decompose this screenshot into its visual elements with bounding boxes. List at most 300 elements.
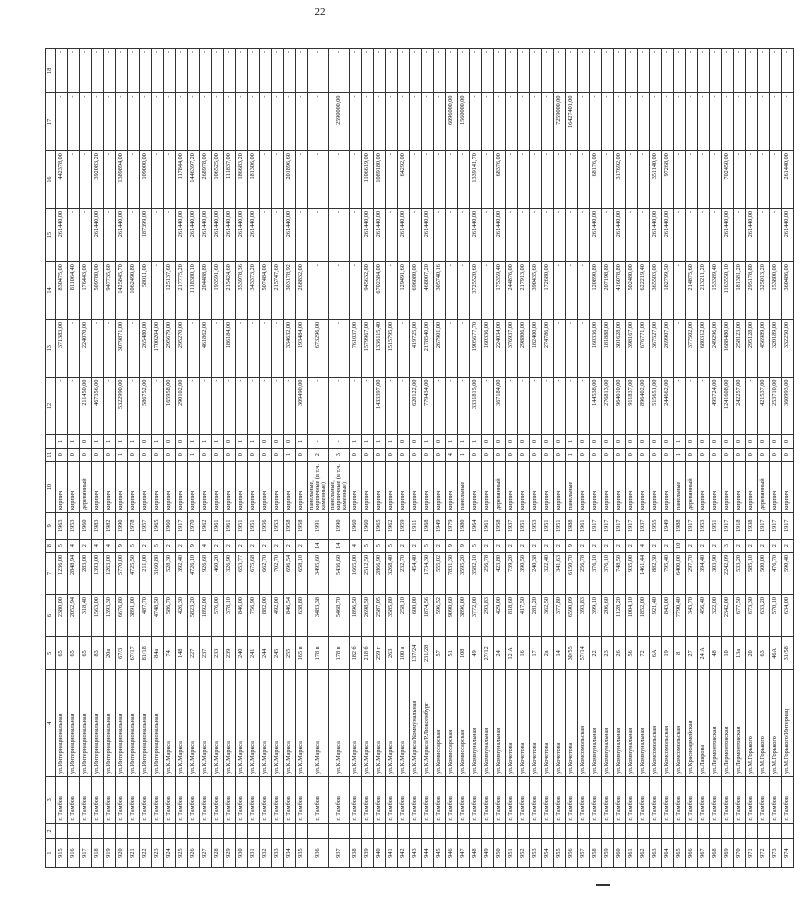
table-cell: 962: [638, 839, 650, 868]
table-cell: 0: [176, 448, 188, 461]
table-cell: 932: [260, 839, 272, 868]
table-row: [722, 49, 734, 868]
table-row: [590, 49, 602, 868]
table-cell: -: [308, 377, 329, 435]
table-cell: 2: [602, 539, 614, 552]
table-cell: 4: [446, 448, 458, 461]
table-cell: -: [308, 93, 329, 151]
table-cell: -: [68, 151, 80, 209]
table-cell: 1951: [248, 512, 260, 539]
table-cell: -: [506, 208, 518, 261]
table-cell: [80, 823, 92, 839]
table-cell: г. Тамбов: [272, 777, 284, 824]
table-cell: 144538,00: [590, 377, 602, 435]
table-cell: [458, 823, 470, 839]
table-cell: г. Тамбов: [626, 777, 638, 824]
table-cell: 818,60: [506, 595, 518, 637]
table-cell: кирпич: [224, 461, 236, 512]
table-cell: -: [374, 49, 386, 94]
table-cell: 6096000,00: [446, 93, 458, 151]
table-cell: -: [770, 151, 782, 209]
table-cell: -: [92, 93, 104, 151]
table-cell: 2866,90: [374, 552, 386, 594]
table-cell: 343373,20: [248, 262, 260, 320]
table-cell: -: [626, 151, 638, 209]
table-cell: 1: [374, 435, 386, 448]
table-cell: -: [296, 151, 308, 209]
table-cell: [272, 823, 284, 839]
table-cell: 2: [614, 539, 626, 552]
table-cell: 956: [566, 839, 578, 868]
table-cell: 0: [164, 448, 176, 461]
table-cell: 390,50: [518, 552, 530, 594]
table-cell: 2: [80, 539, 92, 552]
table-cell: ул.Коммунальная: [482, 670, 494, 777]
table-cell: 22: [590, 637, 602, 670]
table-cell: 423,80: [494, 552, 506, 594]
table-cell: -: [746, 151, 758, 209]
table-cell: 0: [746, 448, 758, 461]
table-cell: -: [554, 49, 566, 94]
table-cell: 244662,00: [662, 377, 674, 435]
table-cell: 1263,00: [104, 552, 116, 594]
table-cell: 915: [56, 839, 68, 868]
table-cell: 779434,00: [422, 377, 434, 435]
table-cell: 1970: [188, 512, 200, 539]
table-cell: -: [674, 262, 686, 320]
table-cell: -: [494, 93, 506, 151]
table-cell: [518, 823, 530, 839]
table-cell: 261440,00: [722, 208, 734, 261]
table-row: [530, 49, 542, 868]
table-cell: 0: [212, 448, 224, 461]
table-cell: 3268,40: [386, 552, 398, 594]
table-cell: г. Тамбов: [662, 777, 674, 824]
table-cell: 944: [422, 839, 434, 868]
table-cell: 6400,00: [674, 552, 686, 594]
table-cell: 4: [350, 539, 362, 552]
table-cell: г. Тамбов: [518, 777, 530, 824]
table-cell: 1951: [710, 512, 722, 539]
table-cell: ул.Коммунальная: [638, 670, 650, 777]
table-cell: кирпич: [140, 461, 152, 512]
table-cell: 2380,00: [56, 595, 68, 637]
table-cell: 2: [494, 539, 506, 552]
table-cell: 1917: [626, 512, 638, 539]
table-cell: 367184,00: [494, 377, 506, 435]
table-cell: -: [104, 93, 116, 151]
table-cell: ул.Коммунальная: [626, 670, 638, 777]
table-cell: г. Тамбов: [374, 777, 386, 824]
table-cell: 1163550,10: [722, 262, 734, 320]
table-cell: 120890,80: [590, 262, 602, 320]
table-cell: кирпич: [614, 461, 626, 512]
table-cell: 2698,50: [362, 595, 374, 637]
table-cell: 0: [614, 435, 626, 448]
table-cell: кирпич: [248, 461, 260, 512]
table-row: [650, 49, 662, 868]
table-cell: -: [494, 49, 506, 94]
table-cell: 46А: [770, 637, 782, 670]
table-cell: 360486,00: [782, 262, 794, 320]
table-cell: кирпич: [518, 461, 530, 512]
table-cell: [746, 823, 758, 839]
table-cell: -: [602, 49, 614, 94]
table-cell: 0: [710, 435, 722, 448]
table-cell: 1: [152, 435, 164, 448]
table-cell: -: [296, 49, 308, 94]
table-cell: -: [248, 319, 260, 377]
table-cell: 24 А: [698, 637, 710, 670]
table-cell: 0: [128, 448, 140, 461]
table-cell: 24: [494, 637, 506, 670]
table-cell: -: [530, 93, 542, 151]
table-cell: -: [770, 208, 782, 261]
table-cell: 16: [518, 637, 530, 670]
table-cell: 896402,00: [638, 377, 650, 435]
table-cell: 1: [674, 448, 686, 461]
table-cell: -: [410, 49, 422, 94]
table-cell: 318,40: [80, 595, 92, 637]
table-cell: 0: [434, 448, 446, 461]
table-cell: 371383,00: [56, 319, 68, 377]
table-cell: 207198,80: [602, 262, 614, 320]
table-cell: -: [248, 377, 260, 435]
table-cell: -: [329, 49, 350, 94]
table-cell: 0: [494, 448, 506, 461]
table-row: [638, 49, 650, 868]
table-cell: кирпич: [782, 461, 794, 512]
table-cell: ул.К.Маркса/Р.Люксембург: [422, 670, 434, 777]
table-cell: -: [770, 93, 782, 151]
table-cell: 1700204,00: [152, 319, 164, 377]
table-cell: г. Тамбов: [56, 777, 68, 824]
table-cell: кирпич: [446, 461, 458, 512]
table-cell: 935,00: [626, 552, 638, 594]
table-cell: г. Тамбов: [782, 777, 794, 824]
table-cell: [329, 823, 350, 839]
table-cell: 5823,20: [188, 595, 200, 637]
table-cell: [176, 823, 188, 839]
table-cell: 1958: [494, 512, 506, 539]
table-cell: -: [422, 93, 434, 151]
table-cell: 5322990,00: [116, 377, 128, 435]
table-cell: [116, 823, 128, 839]
table-cell: -: [398, 319, 410, 377]
table-cell: 2: [590, 539, 602, 552]
table-cell: -: [482, 49, 494, 94]
table-cell: [782, 823, 794, 839]
table-cell: -: [506, 377, 518, 435]
table-cell: 1962: [386, 512, 398, 539]
table-cell: -: [542, 49, 554, 94]
table-cell: 930: [236, 839, 248, 868]
table-cell: 261440,00: [224, 208, 236, 261]
table-cell: деревянный: [758, 461, 770, 512]
table-cell: 964: [662, 839, 674, 868]
table-cell: 585,10: [746, 552, 758, 594]
table-cell: -: [746, 93, 758, 151]
table-cell: -: [329, 151, 350, 209]
table-cell: -: [422, 151, 434, 209]
table-cell: -: [260, 151, 272, 209]
table-cell: -: [698, 208, 710, 261]
table-cell: 1917: [602, 512, 614, 539]
table-cell: 1852,00: [638, 595, 650, 637]
table-cell: кирпич: [662, 461, 674, 512]
table-cell: 187399,00: [140, 208, 152, 261]
table-cell: 394,40: [698, 552, 710, 594]
table-cell: 217775,20: [176, 262, 188, 320]
table-cell: 1241608,00: [722, 377, 734, 435]
table-cell: 3: [329, 448, 350, 461]
table-cell: -: [308, 262, 329, 320]
table-cell: 1062490,80: [128, 262, 140, 320]
table-cell: -: [308, 151, 329, 209]
table-cell: -: [68, 49, 80, 94]
table-cell: 495724,00: [710, 377, 722, 435]
table-cell: 1917: [686, 512, 698, 539]
table-cell: [614, 823, 626, 839]
table-cell: 137/24: [410, 637, 422, 670]
table-cell: г. Тамбов: [506, 777, 518, 824]
table-cell: г. Тамбов: [224, 777, 236, 824]
table-cell: 0: [542, 435, 554, 448]
table-cell: 929: [224, 839, 236, 868]
table-cell: 969: [722, 839, 734, 868]
table-cell: г. Тамбов: [674, 777, 686, 824]
table-cell: 429,00: [494, 595, 506, 637]
table-cell: 267901,00: [434, 319, 446, 377]
table-cell: -: [56, 49, 68, 94]
table-cell: 1: [284, 448, 296, 461]
table-cell: г. Тамбов: [152, 777, 164, 824]
table-cell: 343,70: [686, 595, 698, 637]
table-cell: -: [482, 151, 494, 209]
table-cell: 1: [188, 448, 200, 461]
table-cell: кирпич: [92, 461, 104, 512]
header-cell: 17: [46, 93, 56, 151]
table-cell: 0: [284, 435, 296, 448]
table-cell: 0: [746, 435, 758, 448]
table-cell: 176443,00: [80, 262, 92, 320]
table-cell: деревянный: [494, 461, 506, 512]
table-cell: 1917: [782, 512, 794, 539]
header-cell: 13: [46, 319, 56, 377]
table-cell: -: [272, 208, 284, 261]
table-cell: г. Тамбов: [128, 777, 140, 824]
table-cell: 14: [554, 637, 566, 670]
table-row: [212, 49, 224, 868]
table-cell: -: [734, 49, 746, 94]
table-row: [686, 49, 698, 868]
table-cell: г. Тамбов: [494, 777, 506, 824]
table-cell: 586752,00: [140, 377, 152, 435]
table-cell: 160336,00: [482, 319, 494, 377]
table-row: [248, 49, 260, 868]
table-cell: 261440,00: [200, 208, 212, 261]
table-cell: 426,30: [176, 595, 188, 637]
table-cell: -: [698, 93, 710, 151]
table-cell: 295270,00: [176, 319, 188, 377]
table-cell: 0: [698, 435, 710, 448]
table-cell: г. Тамбов: [458, 777, 470, 824]
table-cell: -: [758, 151, 770, 209]
table-cell: -: [350, 208, 362, 261]
table-cell: г. Тамбов: [248, 777, 260, 824]
table-cell: [128, 823, 140, 839]
table-cell: 218 б: [362, 637, 374, 670]
table-cell: -: [446, 262, 458, 320]
table-cell: г. Тамбов: [200, 777, 212, 824]
table-cell: 51: [446, 637, 458, 670]
table-cell: кирпич: [362, 461, 374, 512]
table-cell: [140, 823, 152, 839]
table-cell: -: [128, 319, 140, 377]
table-cell: ул.М.Горького: [770, 670, 782, 777]
table-cell: 10: [722, 637, 734, 670]
table-cell: 934: [284, 839, 296, 868]
table-cell: -: [518, 151, 530, 209]
table-row: [284, 49, 296, 868]
table-cell: 23: [602, 637, 614, 670]
table-cell: 1: [212, 435, 224, 448]
table-cell: 958: [590, 839, 602, 868]
table-cell: 2: [224, 539, 236, 552]
table-row: [698, 49, 710, 868]
table-cell: -: [350, 377, 362, 435]
table-cell: 1128,20: [614, 595, 626, 637]
table-cell: кирпич: [374, 461, 386, 512]
table-cell: -: [80, 49, 92, 94]
table-cell: [602, 823, 614, 839]
table-cell: кирпич: [650, 461, 662, 512]
table-row: [56, 49, 68, 868]
table-cell: 233: [212, 637, 224, 670]
table-cell: -: [68, 377, 80, 435]
table-cell: 2342,00: [722, 595, 734, 637]
table-cell: 3896,00: [458, 595, 470, 637]
table-cell: 2512,50: [362, 552, 374, 594]
table-cell: 0: [224, 435, 236, 448]
table-cell: 748,50: [614, 552, 626, 594]
table-cell: 67/3: [116, 637, 128, 670]
table-cell: ул.К.Маркса: [374, 670, 386, 777]
table-cell: -: [410, 151, 422, 209]
table-cell: 399,10: [590, 595, 602, 637]
table-cell: ул.Интернациональная: [116, 670, 128, 777]
table-cell: 926,60: [200, 552, 212, 594]
table-row: [362, 49, 374, 868]
table-cell: 1959: [398, 512, 410, 539]
table-cell: -: [296, 93, 308, 151]
table-cell: 0: [248, 448, 260, 461]
table-cell: 57: [434, 637, 446, 670]
table-cell: 0: [686, 435, 698, 448]
table-cell: 2178540,00: [422, 319, 434, 377]
table-cell: 393,83: [578, 595, 590, 637]
table-cell: -: [434, 49, 446, 94]
table-cell: -: [458, 151, 470, 209]
table-cell: 843,00: [662, 595, 674, 637]
table-cell: 1990: [116, 512, 128, 539]
table-cell: 309490,00: [296, 377, 308, 435]
table-cell: 0: [506, 448, 518, 461]
table-cell: [686, 823, 698, 839]
table-cell: 926: [188, 839, 200, 868]
table-cell: 2: [686, 539, 698, 552]
table-row: [128, 49, 140, 868]
table-cell: 237: [200, 637, 212, 670]
table-cell: 1461,44: [638, 552, 650, 594]
table-cell: 165958,00: [164, 377, 176, 435]
table-cell: -: [638, 93, 650, 151]
table-cell: 17: [530, 637, 542, 670]
table-cell: -: [308, 435, 329, 448]
table-cell: [470, 823, 482, 839]
table-cell: 0: [260, 448, 272, 461]
table-cell: 261440,00: [590, 208, 602, 261]
table-cell: 0: [530, 448, 542, 461]
table-cell: 507484,00: [260, 262, 272, 320]
table-cell: 830475,00: [56, 262, 68, 320]
table-cell: 215747,60: [272, 262, 284, 320]
table-row: [140, 49, 152, 868]
table-cell: кирпич: [434, 461, 446, 512]
table-cell: 966: [686, 839, 698, 868]
table-cell: ул.Лермонтовская: [710, 670, 722, 777]
table-cell: 0: [56, 448, 68, 461]
table-cell: -: [140, 93, 152, 151]
table-cell: кирпич: [626, 461, 638, 512]
table-cell: 0: [176, 435, 188, 448]
table-row: [746, 49, 758, 868]
table-cell: 1892,00: [200, 595, 212, 637]
table-cell: 186683,20: [236, 151, 248, 209]
table-cell: г. Тамбов: [566, 777, 578, 824]
table-cell: -: [386, 151, 398, 209]
table-cell: -: [542, 208, 554, 261]
table-cell: -: [626, 208, 638, 261]
table-cell: -: [614, 93, 626, 151]
table-cell: 9: [566, 539, 578, 552]
table-cell: 244: [260, 637, 272, 670]
table-cell: ул.М.Горького: [746, 670, 758, 777]
table-cell: 0: [200, 448, 212, 461]
table-cell: г. Тамбов: [722, 777, 734, 824]
table-cell: 317692,00: [614, 151, 626, 209]
table-cell: 2: [398, 539, 410, 552]
table-cell: 918: [92, 839, 104, 868]
table-cell: -: [164, 93, 176, 151]
table-cell: 937: [329, 839, 350, 868]
table-cell: 1937: [638, 512, 650, 539]
table-cell: 2: [734, 539, 746, 552]
table-cell: -: [212, 377, 224, 435]
table-cell: ул.Лермонтовская: [722, 670, 734, 777]
table-cell: 10: [674, 539, 686, 552]
table-cell: -: [782, 93, 794, 151]
table-cell: 0: [782, 448, 794, 461]
table-cell: 946: [446, 839, 458, 868]
table-cell: 416078,80: [614, 262, 626, 320]
table-cell: г. Тамбов: [296, 777, 308, 824]
table-cell: 57/14: [578, 637, 590, 670]
table-cell: 1980: [458, 512, 470, 539]
table-cell: 2: [698, 539, 710, 552]
table-cell: 1917: [176, 512, 188, 539]
table-cell: 419725,00: [410, 319, 422, 377]
